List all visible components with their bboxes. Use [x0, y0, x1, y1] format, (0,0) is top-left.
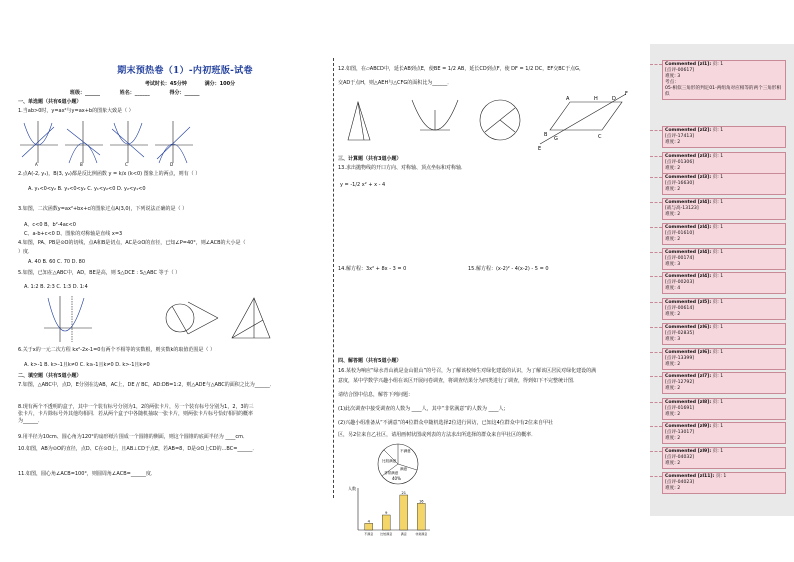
comment-line: [点评-13399]: [665, 356, 695, 361]
comment-line: 考点：: [665, 80, 679, 85]
bar-category-label-3: 非常满意: [415, 532, 428, 536]
comment-box[interactable]: [662, 126, 786, 148]
comment-page: 页: 1: [711, 225, 724, 230]
comment-line: 难度: 2: [665, 212, 681, 217]
comment-page: 页: 1: [711, 400, 724, 405]
comment-author: Commented [zl4]:: [665, 274, 712, 279]
question-16-part-2: (2)兴趣小组准备从“不满意”的4位群众中随机选择2位进行回访，已知这4位群众中有2位来自甲社: [338, 420, 553, 426]
comment-connector: [650, 352, 662, 353]
comment-connector: [650, 302, 662, 303]
comment-line: [点评-12792]: [665, 380, 695, 385]
comment-connector: [650, 252, 662, 253]
fig12-label-e: E: [538, 146, 542, 152]
comment-page: 页: 1: [711, 350, 724, 355]
comment-box[interactable]: [662, 198, 786, 220]
comment-line: 难度: 3: [665, 74, 681, 79]
comment-author: Commented [zl8]:: [665, 400, 712, 405]
name-field: 姓名：______: [119, 90, 150, 96]
comment-box[interactable]: [662, 223, 786, 245]
comment-author: Commented [zl9]:: [665, 449, 712, 454]
comment-box[interactable]: [662, 472, 786, 494]
comment-page: 页: 1: [711, 175, 724, 180]
comment-author: Commented [zl6]:: [665, 325, 712, 330]
section-single-choice: 一、单选题（共有6道小题）: [18, 99, 82, 105]
question-6: 6.关于x的一元二次方程 kx²-2x-1=0有两个不相等的实数根，则实数k的取值范围是（ ）: [18, 347, 215, 353]
question-11: 11.如图，圆心角∠ACB=100°，则圆周角∠ACB=______度．: [18, 471, 156, 477]
comment-line: [点评-00174]: [665, 256, 695, 261]
section-calculation: 三、计算题（共有3道小题）: [338, 156, 402, 162]
section-answer: 四、解答题（共有5道小题）: [338, 358, 402, 364]
question-16-part-1: (1)此次调查中接受调查的人数为 ____人，其中“非常满意”的人数为 ____人；: [338, 406, 509, 412]
comment-box[interactable]: [662, 248, 786, 270]
comment-line: [点评-16630]: [665, 181, 695, 186]
question-3: 3.如图，二次函数y=ax²+bx+c的图象过点A(3,0)，下列说法正确的是（ ）: [18, 206, 188, 212]
comment-line: 难度: 2: [665, 140, 681, 145]
question-5: 5.如图，已知在△ABC中，AD，BE是高，则 S△DCE : S△ABC 等于（ ）: [18, 270, 181, 276]
question-5-options: A. 1:2 B. 2:3 C. 1:3 D. 1:4: [24, 284, 88, 290]
comment-author: Commented [zl3]:: [665, 175, 712, 180]
comment-box[interactable]: [662, 447, 786, 469]
comment-author: Commented [zl4]:: [665, 200, 712, 205]
comment-line: [点评-00617]: [665, 68, 695, 73]
bar-2: [400, 495, 408, 530]
comment-page: 页: 1: [711, 154, 724, 159]
q16-pie-chart: [370, 440, 430, 490]
comment-line: [点评-04023]: [665, 480, 695, 485]
comment-page: 页: 1: [711, 250, 724, 255]
comment-connector: [650, 202, 662, 203]
question-9: 9.用半径为10cm、圆心角为120°的扇形纸片围成一个圆锥的侧面，则这个圆锥的底面半径为 ____cm．: [18, 434, 249, 440]
comment-line: 难度: 2: [665, 237, 681, 242]
comment-box[interactable]: [662, 372, 786, 394]
q1-option-d: D: [170, 162, 174, 167]
q16-bar-chart: [346, 484, 432, 540]
fig12-label-f: F: [625, 91, 628, 97]
comment-line: [战与高-13123]: [665, 206, 699, 211]
comment-line: 难度: 2: [665, 486, 681, 491]
question-10: 10.如图，AB为⊙O的直径，点D、C在⊙O上，且AB⊥CD于点E，若AB=8，D是⊙O上CD的...BC=______．: [18, 446, 258, 452]
fig12-label-c: C: [598, 134, 602, 140]
question-14: 14.解方程：3x² + 8x - 3 = 0: [338, 266, 407, 272]
comment-box[interactable]: [662, 422, 786, 444]
comment-line: 难度: 2: [665, 461, 681, 466]
question-6-options: A. k>-1 B. k>-1且k≠0 C. k≥-1且k≠0 D. k>-1且k≠0: [24, 362, 150, 368]
bar-category-label-2: 满意: [400, 532, 407, 536]
comment-line: 难度: 2: [665, 436, 681, 441]
comment-author: Commented [zl6]:: [665, 350, 712, 355]
comment-line: 难度: 3: [665, 262, 681, 267]
pie-label-fairly-satisfied: 比较满意: [382, 459, 397, 463]
comment-page: 页: 1: [714, 474, 727, 479]
exam-meta: [90, 80, 290, 87]
score-field: 得分：______: [169, 90, 200, 96]
comment-box[interactable]: [662, 173, 786, 195]
comment-page: 页: 1: [711, 62, 724, 67]
comment-connector: [650, 227, 662, 228]
comment-page: 页: 1: [711, 128, 724, 133]
comment-connector: [650, 402, 662, 403]
bar-value-label-2: 21: [401, 491, 407, 495]
exam-title: 期末预热卷（1）-内初班版-试卷: [117, 66, 253, 76]
comment-line: 难度: 2: [665, 412, 681, 417]
fig12-label-a: A: [566, 96, 570, 102]
comment-line: 难度: 3: [665, 337, 681, 342]
comment-connector: [650, 476, 662, 477]
bar-chart-ylabel: 人数: [348, 486, 356, 491]
question-8-cont: 张卡片，卡片除标号外其他均相同．若从两个盒子中各随机抽取一张卡片，则两张卡片标号恰好相同的概率: [18, 411, 254, 417]
comment-author: Commented [zl5]:: [665, 300, 712, 305]
comment-box[interactable]: [662, 323, 786, 345]
comment-author: Commented [zl2]:: [665, 128, 712, 133]
question-13: 13.求出抛物线的开口方向、对称轴、顶点坐标和对称轴．: [338, 165, 466, 171]
comment-line: 难度: 4: [665, 286, 681, 291]
section-fill-blank: 二、填空题（共有5道小题）: [18, 373, 82, 379]
comment-line: [点评-17413]: [665, 134, 695, 139]
comment-box[interactable]: [662, 298, 786, 320]
q1-option-c: C: [125, 162, 128, 167]
comment-line: [点评-01610]: [665, 231, 695, 236]
question-16-part-2-cont: 区，另2位来自乙社区，请用画树状图或列表的方法求出所选择的群众来自甲社区的概率．: [338, 432, 537, 438]
question-3-options-ab: A、c<0 B、b²-4ac<0: [24, 222, 76, 228]
comment-connector: [650, 156, 662, 157]
fig12-label-d: D: [612, 96, 616, 102]
comment-box[interactable]: [662, 152, 786, 174]
comment-connector: [650, 276, 662, 277]
comment-line: [点评-01306]: [665, 160, 695, 165]
comment-line: [点评-04032]: [665, 455, 695, 460]
comment-connector: [650, 177, 662, 178]
comment-page: 页: 1: [711, 374, 724, 379]
question-2-options: A. y₁<0<y₂ B. y₁<0<y₂ C. y₁<y₂<0 D. y₂<y₁<0: [28, 186, 146, 192]
bar-category-label-1: 比较满意: [380, 532, 393, 536]
comment-author: Commented [zl1]:: [665, 62, 712, 67]
question-8-end: 为______．: [18, 418, 44, 424]
q1-option-a: A: [35, 162, 38, 167]
fig12-label-h: H: [594, 96, 598, 102]
comment-line: [点评-01691]: [665, 406, 695, 411]
fig12-label-g: G: [554, 136, 558, 142]
comment-page: 页: 1: [711, 325, 724, 330]
comment-page: 页: 1: [711, 424, 724, 429]
question-3-options-cd: C、a-b+c<0 D、图象的对称轴是直线 x=3: [24, 231, 123, 237]
comment-author: Commented [zl11]:: [665, 474, 715, 479]
question-4-tail: ）度．: [18, 249, 34, 255]
comment-box[interactable]: [662, 272, 786, 294]
comment-connector: [650, 376, 662, 377]
pie-label-very-satisfied: 非常满意: [384, 471, 399, 475]
comment-author: Commented [zl9]:: [665, 424, 712, 429]
pie-label-satisfied: 满意: [400, 467, 408, 471]
bar-1: [382, 515, 390, 530]
question-2: 2.点A(-2, y₁)，B(3, y₂)都是反比例函数 y = k/x (k<0) 图象上的两点，则有（ ）: [18, 171, 201, 177]
comment-line: 难度: 2: [665, 362, 681, 367]
question-16-instructions: 请结合图中信息，解答下列问题：: [338, 392, 414, 398]
q1-graphs: [18, 117, 198, 167]
question-1: 1.当ab>0时，y=ax²与y=ax+b的图象大致是（ ）: [18, 108, 134, 114]
question-15: 15.解方程：(x-2)² - 4(x-2) - 5 = 0: [468, 266, 549, 272]
q1-option-b: B: [80, 162, 83, 167]
comment-page: 页: 1: [711, 274, 724, 279]
comment-author: Commented [zl4]:: [665, 250, 712, 255]
comment-line: [点评-02835]: [665, 331, 695, 336]
bar-0: [365, 523, 373, 530]
pie-percent: 40%: [392, 476, 401, 481]
q12-figures: [340, 90, 630, 152]
pie-label-not-satisfied: 不满意: [400, 449, 411, 453]
comment-page: 页: 1: [711, 200, 724, 205]
comment-line: 难度: 2: [665, 386, 681, 391]
question-4-options: A. 40 B. 60 C. 70 D. 80: [28, 259, 86, 265]
question-16: 16.某校为响应“绿水青山就是金山银山”的号召，为了解该校师生对绿化建设的认识，为了解该区居民对绿化建设的满: [338, 368, 597, 374]
bar-value-label-3: 16: [418, 499, 424, 504]
comment-author: Commented [zl7]:: [665, 374, 712, 379]
comment-connector: [650, 327, 662, 328]
comment-connector: [650, 130, 662, 131]
bar-category-label-0: 不满意: [364, 532, 374, 536]
comment-page: 页: 1: [711, 300, 724, 305]
question-7: 7.如图，△ABC中，点D，E分别在边AB，AC上，DE // BC，AD:DB=1:2，则△ADE与△ABC的面积之比为______．: [18, 382, 275, 388]
comment-line: 难度: 2: [665, 312, 681, 317]
comment-line: [点评-00614]: [665, 306, 695, 311]
column-divider: [333, 58, 334, 498]
bar-3: [417, 503, 425, 530]
comment-author: Commented [zl3]:: [665, 154, 712, 159]
comment-box[interactable]: [662, 60, 786, 100]
question-4: 4.如图，PA、PB是⊙O的切线，点A和B是切点，AC是⊙O的直径，已知∠P=40°，则∠ACB的大小是（: [18, 240, 246, 246]
comment-line: 难度: 2: [665, 166, 681, 171]
student-fields: [70, 89, 300, 96]
question-12-cont: 交AD于点H，则△AEH与△CFG的面积比为______．: [338, 80, 453, 86]
question-16-cont: 意度，某中学数学兴趣小组在该区开展问卷调查，将调查结果分为四类进行了调查，得到如下不完整统计图．: [338, 378, 579, 384]
comment-connector: [650, 426, 662, 427]
bar-value-label-1: 9: [385, 511, 388, 515]
comment-connector: [650, 64, 662, 65]
comment-line: [点评-13017]: [665, 430, 695, 435]
comment-box[interactable]: [662, 348, 786, 370]
q3-q5-figures: [42, 294, 272, 344]
class-field: 班级：______: [70, 90, 101, 96]
fig12-label-b: B: [544, 132, 548, 138]
exam-time: 考试时长：45分钟: [144, 81, 187, 87]
comment-box[interactable]: [662, 398, 786, 420]
comment-author: Commented [zl4]:: [665, 225, 712, 230]
question-13-equation: y = -1/2 x² + x - 4: [340, 182, 386, 188]
comment-line: [点评-00203]: [665, 280, 695, 285]
comment-page: 页: 1: [711, 449, 724, 454]
question-8: 8.现有两个不透明的盒子，其中一个装有标号分别为1，2的两张卡片，另一个装有标号分别为1，2，3的三: [18, 404, 254, 410]
comment-line: 05-相似三角形的判定01-两组角对应相等的两个三角形相似: [665, 86, 782, 97]
full-score: 满分：100分: [204, 81, 236, 87]
comment-line: 难度: 2: [665, 187, 681, 192]
bar-value-label-0: 4: [367, 519, 370, 524]
question-12: 12.如图，在▱ABCD中，延长AB到点E，使BE = 1/2 AB，延长CD到点F，使 DF = 1/2 DC，EF交BC于点G，: [338, 66, 584, 72]
comment-connector: [650, 451, 662, 452]
